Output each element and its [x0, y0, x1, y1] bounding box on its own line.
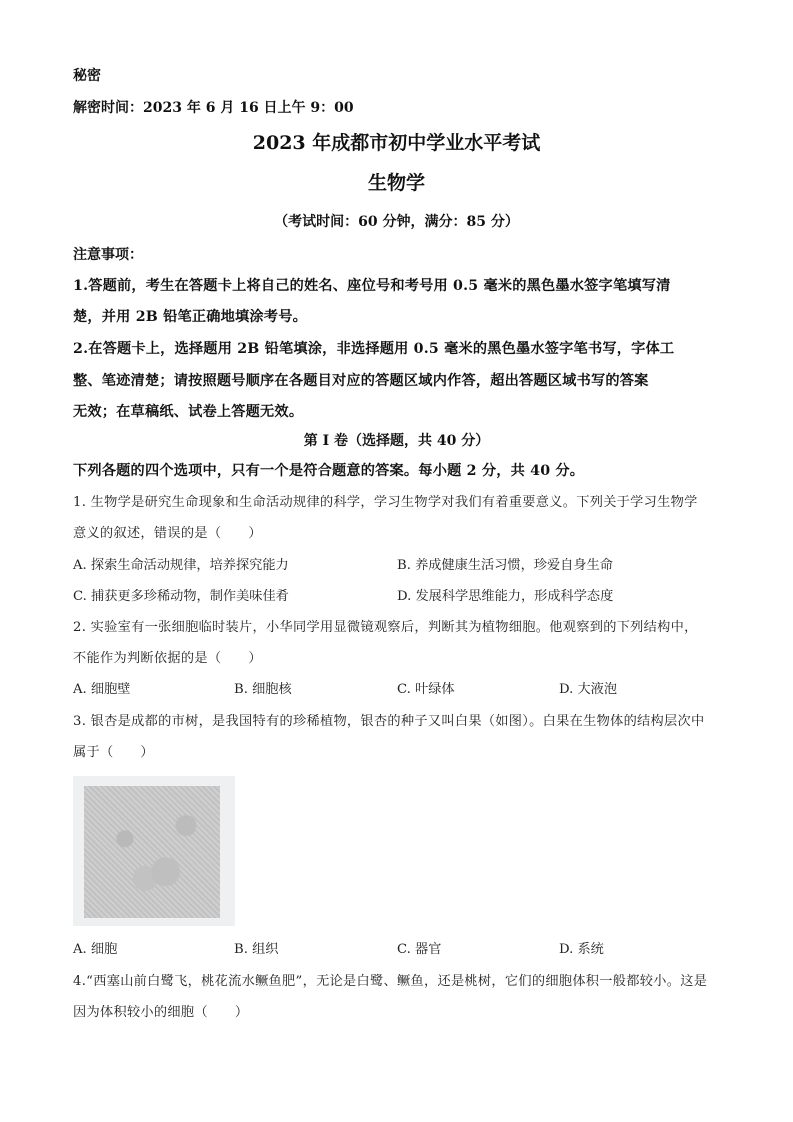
question-2-option-b: B. 细胞核 [234, 682, 292, 697]
question-1-stem-cont: 意义的叙述，错误的是（ ） [73, 526, 262, 541]
question-1-option-b: B. 养成健康生活习惯，珍爱自身生命 [397, 558, 613, 573]
secret-label: 秘密 [73, 68, 101, 84]
question-3-stem: 3. 银杏是成都的市树，是我国特有的珍稀植物，银杏的种子又叫白果（如图）。白果在生物体的结构层次中 [73, 714, 705, 729]
question-4-stem: 4.“西塞山前白鹭飞，桃花流水鳜鱼肥”，无论是白鹭、鳜鱼，还是桃树，它们的细胞体积一般都较小。这是 [73, 974, 708, 989]
question-4-stem-cont: 因为体积较小的细胞（ ） [73, 1005, 249, 1020]
question-1-option-d: D. 发展科学思维能力，形成科学态度 [397, 589, 614, 604]
notice-line: 楚，并用 2B 铅笔正确地填涂考号。 [73, 309, 307, 325]
question-2-option-c: C. 叶绿体 [397, 682, 455, 697]
question-2-stem-cont: 不能作为判断依据的是（ ） [73, 651, 262, 666]
question-1-stem: 1. 生物学是研究生命现象和生命活动规律的科学，学习生物学对我们有着重要意义。下列关于学习生物学 [73, 495, 698, 510]
notice-line: 整、笔迹清楚；请按照题号顺序在各题目对应的答题区域内作答，超出答题区域书写的答案 [73, 373, 649, 389]
question-3-option-c: C. 器官 [397, 942, 442, 957]
notice-line: 无效；在草稿纸、试卷上答题无效。 [73, 404, 304, 420]
question-2-option-d: D. 大液泡 [559, 682, 618, 697]
question-3-option-d: D. 系统 [559, 942, 604, 957]
release-time: 解密时间：2023 年 6 月 16 日上午 9：00 [73, 100, 354, 116]
notice-heading: 注意事项： [73, 247, 143, 263]
exam-subject: 生物学 [367, 172, 425, 194]
notice-line: 2.在答题卡上，选择题用 2B 铅笔填涂，非选择题用 0.5 毫米的黑色墨水签字笔书写，字体工 [73, 341, 675, 357]
exam-info: （考试时间：60 分钟，满分：85 分） [274, 214, 519, 230]
question-1-option-a: A. 探索生命活动规律，培养探究能力 [73, 558, 289, 573]
section-instruction: 下列各题的四个选项中，只有一个是符合题意的答案。每小题 2 分，共 40 分。 [73, 463, 585, 479]
question-3-option-a: A. 细胞 [73, 942, 118, 957]
question-2-option-a: A. 细胞壁 [73, 682, 131, 697]
question-3-option-b: B. 组织 [234, 942, 279, 957]
exam-title: 2023 年成都市初中学业水平考试 [252, 132, 541, 154]
question-3-stem-cont: 属于（ ） [73, 745, 154, 760]
question-2-stem: 2. 实验室有一张细胞临时装片，小华同学用显微镜观察后，判断其为植物细胞。他观察到的下列结构中， [73, 620, 698, 635]
notice-line: 1.答题前，考生在答题卡上将自己的姓名、座位号和考号用 0.5 毫米的黑色墨水签字笔填写清 [73, 278, 671, 294]
ginkgo-seed-figure [73, 776, 235, 926]
question-1-option-c: C. 捕获更多珍稀动物，制作美味佳肴 [73, 589, 289, 604]
ginkgo-seed-image [84, 786, 220, 918]
section-title: 第 I 卷（选择题，共 40 分） [303, 433, 490, 449]
